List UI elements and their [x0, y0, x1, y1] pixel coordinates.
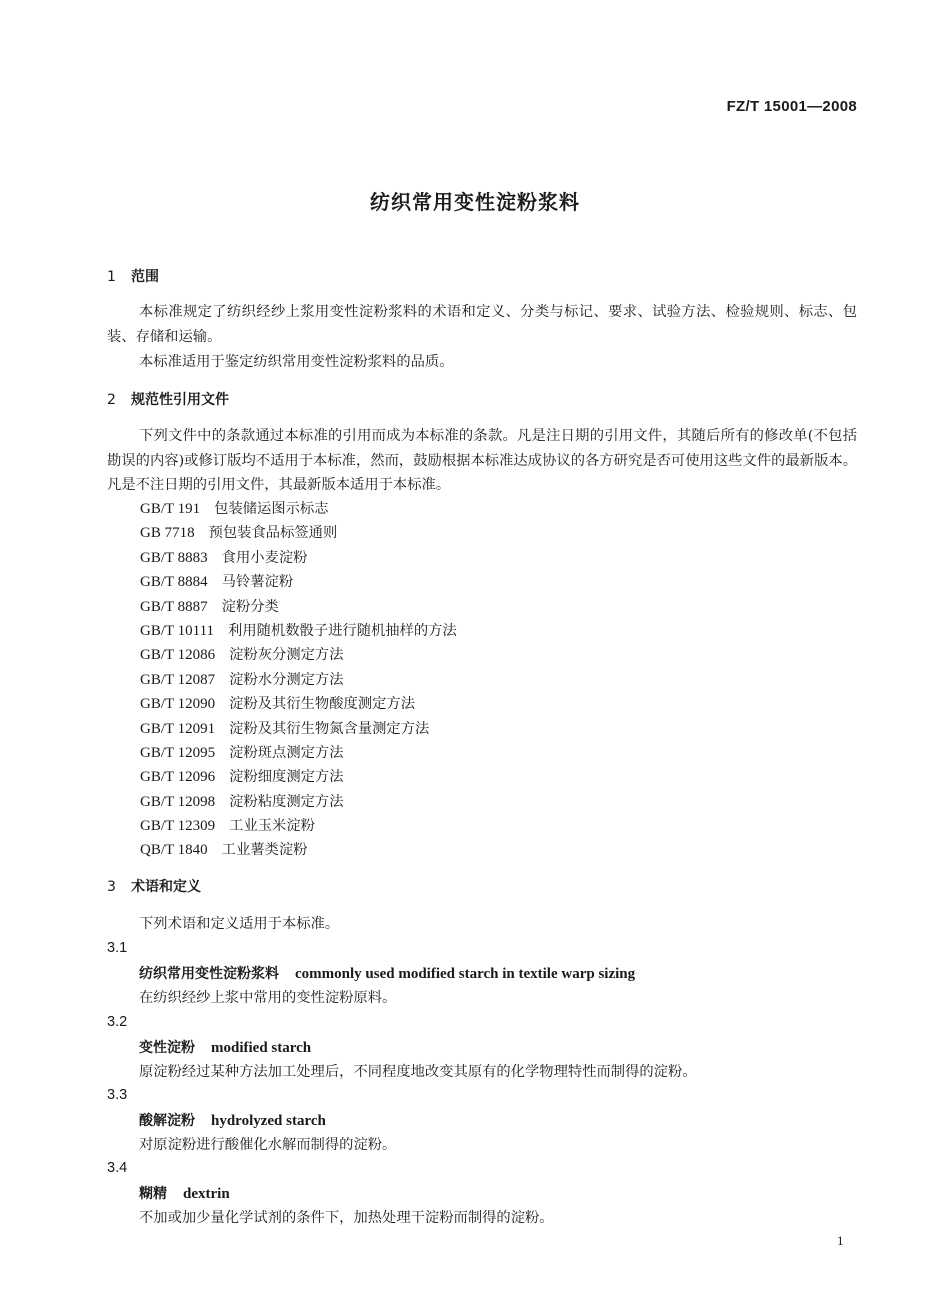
reference-item: [140, 741, 457, 765]
reference-code: GB/T 12087: [140, 671, 216, 688]
term-number: 3.1: [107, 940, 128, 956]
reference-item: [140, 765, 457, 789]
reference-item: [140, 570, 457, 594]
normative-references-list: [140, 497, 457, 863]
reference-code: GB/T 12098: [140, 793, 216, 810]
term-chinese: 糊精: [139, 1186, 167, 1202]
term-english: modified starch: [211, 1040, 312, 1056]
reference-title: 食用小麦淀粉: [221, 549, 308, 566]
section-2-intro: 下列文件中的条款通过本标准的引用而成为本标准的条款。凡是注日期的引用文件，其随后所有的修改单(不包括勘误的内容)或修订版均不适用于本标准，然而，鼓励根据本标准达成协议的各方研究是否可使用这些文件的最新版本。凡是不注日期的引用文件，其最新版本适用于本标准。: [107, 428, 857, 493]
reference-title: 淀粉斑点测定方法: [229, 744, 344, 761]
section-number: 3: [107, 879, 116, 895]
reference-code: GB 7718: [140, 525, 195, 542]
reference-code: GB/T 191: [140, 501, 201, 517]
reference-item: [140, 790, 457, 814]
reference-title: 马铃薯淀粉: [221, 574, 294, 591]
reference-item: [140, 643, 457, 667]
reference-title: 淀粉及其衍生物酸度测定方法: [229, 696, 416, 713]
reference-item: [140, 497, 457, 521]
term-heading: [139, 1037, 311, 1057]
term-heading: [139, 1183, 230, 1203]
reference-item: [140, 668, 457, 692]
term-english: dextrin: [183, 1186, 230, 1202]
reference-code: QB/T 1840: [140, 842, 208, 859]
term-chinese: 变性淀粉: [139, 1040, 195, 1056]
term-number: 3.2: [107, 1014, 128, 1030]
reference-code: GB/T 8884: [140, 574, 208, 591]
reference-item: [140, 595, 457, 619]
reference-item: [140, 521, 457, 545]
reference-title: 包装储运图示标志: [214, 501, 329, 517]
document-number: FZ/T 15001—2008: [726, 98, 857, 115]
term-number: 3.4: [107, 1160, 128, 1176]
reference-item: [140, 546, 457, 570]
term-number: 3.3: [107, 1087, 128, 1103]
section-number: 1: [107, 269, 116, 285]
reference-title: 淀粉粘度测定方法: [229, 793, 344, 810]
term-chinese: 纺织常用变性淀粉浆料: [139, 966, 279, 982]
term-english: commonly used modified starch in textile warp sizing: [295, 966, 636, 982]
section-1-heading: [107, 266, 159, 286]
reference-title: 淀粉及其衍生物氮含量测定方法: [229, 720, 430, 737]
reference-title: 淀粉水分测定方法: [229, 671, 344, 688]
reference-code: GB/T 12091: [140, 720, 216, 737]
reference-title: 淀粉灰分测定方法: [229, 647, 344, 664]
page-number: 1: [837, 1233, 844, 1248]
reference-title: 淀粉细度测定方法: [229, 769, 344, 786]
document-title: 纺织常用变性淀粉浆料: [370, 190, 580, 214]
section-title: 术语和定义: [131, 879, 201, 895]
term-heading: [139, 1110, 326, 1130]
term-heading: [139, 963, 635, 983]
reference-code: GB/T 8883: [140, 549, 208, 566]
section-1-paragraph-1: 本标准规定了纺织经纱上浆用变性淀粉浆料的术语和定义、分类与标记、要求、试验方法、检验规则、标志、包装、存储和运输。: [107, 304, 857, 345]
section-3-intro: 下列术语和定义适用于本标准。: [139, 916, 340, 932]
reference-code: GB/T 12096: [140, 769, 216, 786]
reference-title: 淀粉分类: [221, 598, 279, 615]
term-english: hydrolyzed starch: [211, 1113, 326, 1129]
section-title: 范围: [131, 269, 159, 285]
term-definition: 在纺织经纱上浆中常用的变性淀粉原料。: [139, 990, 397, 1006]
reference-code: GB/T 10111: [140, 622, 215, 639]
reference-code: GB/T 12086: [140, 647, 216, 664]
reference-code: GB/T 8887: [140, 598, 208, 615]
reference-code: GB/T 12095: [140, 744, 216, 761]
reference-code: GB/T 12309: [140, 818, 216, 835]
reference-item: [140, 717, 457, 741]
term-definition: 不加或加少量化学试剂的条件下，加热处理干淀粉而制得的淀粉。: [139, 1210, 554, 1226]
term-definition: 原淀粉经过某种方法加工处理后，不同程度地改变其原有的化学物理特性而制得的淀粉。: [139, 1064, 697, 1080]
reference-code: GB/T 12090: [140, 696, 216, 713]
section-1-paragraph-2: 本标准适用于鉴定纺织常用变性淀粉浆料的品质。: [139, 354, 454, 370]
section-3-heading: [107, 876, 201, 896]
reference-title: 预包装食品标签通则: [208, 525, 338, 542]
section-number: 2: [107, 392, 116, 408]
section-title: 规范性引用文件: [131, 392, 229, 408]
reference-item: [140, 619, 457, 643]
reference-item: [140, 814, 457, 838]
reference-title: 工业薯类淀粉: [221, 842, 308, 859]
term-definition: 对原淀粉进行酸催化水解而制得的淀粉。: [139, 1137, 397, 1153]
reference-item: [140, 692, 457, 716]
section-2-heading: [107, 389, 229, 409]
reference-title: 利用随机数骰子进行随机抽样的方法: [228, 622, 457, 639]
reference-item: [140, 838, 457, 862]
reference-title: 工业玉米淀粉: [229, 818, 315, 835]
term-chinese: 酸解淀粉: [139, 1113, 195, 1129]
